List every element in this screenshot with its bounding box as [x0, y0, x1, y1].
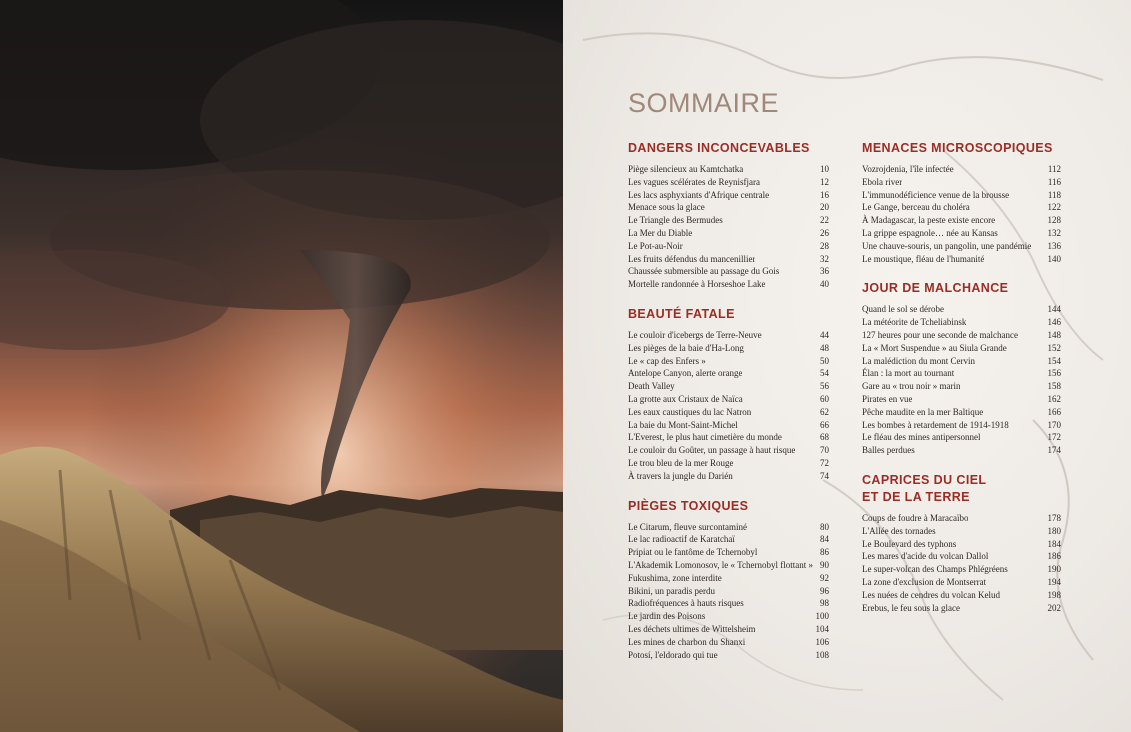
contents-section — [862, 472, 1061, 614]
toc-entry-title: Menace sous la glace — [628, 202, 705, 213]
toc-entry-title: Radiofréquences à hauts risques — [628, 598, 744, 609]
toc-entry-title: Mortelle randonnée à Horseshoe Lake — [628, 279, 766, 290]
toc-entry-title: Les nuées de cendres du volcan Kelud — [862, 589, 1000, 600]
toc-entry-page: 68 — [820, 432, 829, 443]
toc-entry-title: La zone d'exclusion de Montserrat — [862, 576, 987, 587]
toc-entry-page: 74 — [820, 470, 829, 481]
toc-entry[interactable] — [628, 176, 829, 189]
toc-entry-title: La grotte aux Cristaux de Naïca — [628, 393, 743, 404]
toc-entry-page: 60 — [820, 393, 829, 404]
toc-entry-title: Le jardin des Poisons — [628, 611, 706, 622]
toc-entry-page: 190 — [1047, 564, 1061, 575]
toc-entry-title: Les lacs asphyxiants d'Afrique centrale — [628, 189, 770, 200]
section-title-line: DANGERS INCONCEVABLES — [628, 141, 810, 155]
toc-entry[interactable] — [862, 316, 1061, 329]
toc-entry-page: 156 — [1047, 368, 1061, 379]
toc-entry[interactable] — [862, 589, 1061, 602]
toc-entry-page: 146 — [1047, 317, 1061, 328]
toc-entry-page: 158 — [1047, 381, 1061, 392]
toc-entry-page: 20 — [820, 202, 829, 213]
toc-entry-page: 118 — [1047, 189, 1061, 200]
toc-entry-page: 84 — [820, 534, 829, 545]
toc-entry-page: 116 — [1047, 176, 1061, 187]
contents-section — [862, 140, 1061, 265]
toc-entry-page: 184 — [1047, 538, 1061, 549]
toc-entry-page: 12 — [820, 176, 829, 187]
toc-entry[interactable] — [628, 521, 829, 534]
toc-entry[interactable] — [862, 253, 1061, 266]
toc-entry-page: 32 — [820, 253, 829, 264]
toc-entry-title: Quand le sol se dérobe — [862, 304, 944, 315]
toc-entry[interactable] — [862, 431, 1061, 444]
toc-entry[interactable] — [862, 444, 1061, 457]
toc-entry-title: Le moustique, fléau de l'humanité — [862, 253, 985, 264]
toc-entry[interactable] — [628, 444, 829, 457]
toc-entry[interactable] — [628, 380, 829, 393]
toc-entry-title: Le Triangle des Bermudes — [628, 215, 723, 226]
toc-entry[interactable] — [628, 533, 829, 546]
toc-entry[interactable] — [862, 406, 1061, 419]
toc-entry-page: 132 — [1047, 227, 1061, 238]
toc-entry[interactable] — [862, 240, 1061, 253]
toc-entry-title: Le Boulevard des typhons — [862, 538, 957, 549]
toc-entry-title: Coups de foudre à Maracaïbo — [862, 512, 969, 523]
toc-entry-title: Les vagues scélérates de Reynisfjara — [628, 176, 760, 187]
toc-entry-title: À travers la jungle du Darién — [628, 470, 733, 481]
toc-entry-title: Le couloir d'icebergs de Terre-Neuve — [628, 329, 762, 340]
contents-page — [563, 0, 1131, 732]
toc-entry[interactable] — [862, 419, 1061, 432]
toc-entry-page: 112 — [1047, 164, 1061, 174]
toc-entry[interactable] — [628, 278, 829, 291]
toc-entry-title: Les fruits défendus du mancenillier — [628, 253, 756, 264]
toc-entry[interactable] — [862, 355, 1061, 368]
toc-entry[interactable] — [628, 163, 829, 176]
toc-entry[interactable] — [628, 342, 829, 355]
toc-entry-title: Le fléau des mines antipersonnel — [862, 432, 981, 443]
toc-entry[interactable] — [862, 163, 1061, 176]
toc-entry-title: Chaussée submersible au passage du Gois — [628, 266, 780, 277]
toc-entry-page: 40 — [820, 279, 829, 290]
toc-entry-title: Le super-volcan des Champs Phlégréens — [862, 564, 1008, 575]
toc-entry-page: 56 — [820, 381, 829, 392]
toc-entry-page: 180 — [1047, 525, 1061, 536]
toc-entry[interactable] — [628, 367, 829, 380]
toc-entry-page: 178 — [1047, 512, 1061, 523]
toc-entry[interactable] — [628, 559, 829, 572]
toc-entry-title: Le lac radioactif de Karatchaï — [628, 534, 735, 545]
toc-entry[interactable] — [628, 572, 829, 585]
toc-entry[interactable] — [862, 367, 1061, 380]
toc-entry[interactable] — [862, 214, 1061, 227]
toc-entry-title: Élan : la mort au tournant — [862, 368, 955, 379]
section-title — [862, 140, 1061, 157]
toc-entry-title: 127 heures pour une seconde de malchance — [862, 329, 1018, 340]
toc-entry-page: 92 — [820, 572, 829, 583]
toc-entry-title: Fukushima, zone interdite — [628, 572, 722, 583]
toc-entry-title: Les mines de charbon du Shanxi — [628, 636, 746, 647]
toc-entry-title: Le couloir du Goûter, un passage à haut risque — [628, 445, 796, 456]
toc-entry[interactable] — [862, 227, 1061, 240]
toc-entry-title: Le Gange, berceau du choléra — [862, 202, 970, 213]
contents-column-right — [862, 140, 1061, 629]
toc-entry-title: Les mares d'acide du volcan Dallol — [862, 551, 989, 562]
toc-entry-title: Les pièges de la baie d'Ha-Long — [628, 342, 744, 353]
section-title-line: ET DE LA TERRE — [862, 489, 970, 504]
contents-section — [628, 140, 829, 291]
toc-entry-title: Vozrojdenia, l'île infectée — [862, 164, 954, 174]
toc-entry-title: La météorite de Tcheliabinsk — [862, 317, 967, 328]
toc-entry-title: Potosí, l'eldorado qui tue — [628, 649, 718, 660]
toc-entry[interactable] — [862, 342, 1061, 355]
toc-entry-page: 104 — [815, 623, 829, 634]
toc-entry-page: 62 — [820, 406, 829, 417]
toc-entry[interactable] — [862, 525, 1061, 538]
section-title — [862, 280, 1061, 297]
toc-entry[interactable] — [628, 201, 829, 214]
toc-entry-title: Les bombes à retardement de 1914-1918 — [862, 419, 1009, 430]
toc-entry-title: Gare au « trou noir » marin — [862, 381, 961, 392]
toc-entry[interactable] — [862, 380, 1061, 393]
tornado-illustration — [0, 0, 563, 732]
toc-entry[interactable] — [628, 189, 829, 202]
tornado-photo — [0, 0, 563, 732]
toc-entry-title: La malédiction du mont Cervin — [862, 355, 975, 366]
toc-entry-page: 66 — [820, 419, 829, 430]
toc-entry-title: Erebus, le feu sous la glace — [862, 602, 960, 613]
toc-entry-page: 172 — [1047, 432, 1061, 443]
section-title — [628, 498, 829, 515]
contents-column-left — [628, 140, 829, 676]
toc-entry[interactable] — [628, 636, 829, 649]
toc-entry[interactable] — [862, 563, 1061, 576]
section-title — [628, 306, 829, 323]
toc-entry-page: 54 — [820, 368, 829, 379]
toc-entry-page: 194 — [1047, 576, 1061, 587]
toc-entry-page: 170 — [1047, 419, 1061, 430]
toc-entry-title: Les eaux caustiques du lac Natron — [628, 406, 752, 417]
toc-entry-title: Le Citarum, fleuve surcontaminé — [628, 521, 747, 532]
toc-entry-page: 50 — [820, 355, 829, 366]
toc-entry-page: 174 — [1047, 445, 1061, 456]
toc-entry[interactable] — [628, 470, 829, 483]
toc-entry-page: 140 — [1047, 253, 1061, 264]
section-title-line: JOUR DE MALCHANCE — [862, 281, 1009, 296]
toc-entry-page: 154 — [1047, 355, 1061, 366]
toc-entry-title: Ebola river — [862, 176, 903, 187]
toc-entry-page: 90 — [820, 559, 829, 570]
toc-entry-page: 186 — [1047, 551, 1061, 562]
section-title-line: BEAUTÉ FATALE — [628, 306, 735, 321]
toc-entry[interactable] — [628, 253, 829, 266]
toc-entry-title: La « Mort Suspendue » au Siula Grande — [862, 342, 1007, 353]
toc-entry-page: 26 — [820, 227, 829, 238]
toc-entry[interactable] — [628, 546, 829, 559]
toc-entry-page: 128 — [1047, 215, 1061, 226]
toc-entry[interactable] — [862, 176, 1061, 189]
toc-entry-page: 202 — [1047, 602, 1061, 613]
toc-entry[interactable] — [628, 610, 829, 623]
toc-entry-title: Une chauve-souris, un pangolin, une pandémie — [862, 240, 1032, 251]
toc-entry-title: Balles perdues — [862, 445, 915, 456]
toc-entry-title: La Mer du Diable — [628, 227, 693, 238]
toc-entry[interactable] — [628, 329, 829, 342]
toc-entry-title: Death Valley — [628, 381, 675, 392]
toc-entry-page: 22 — [820, 215, 829, 226]
toc-entry-page: 72 — [820, 457, 829, 468]
toc-entry[interactable] — [862, 189, 1061, 202]
toc-entry-page: 122 — [1047, 202, 1061, 213]
toc-entry-title: La grippe espagnole… née au Kansas — [862, 227, 998, 238]
toc-entry-title: L'immunodéficience venue de la brousse — [862, 189, 1010, 200]
toc-entry[interactable] — [862, 602, 1061, 615]
toc-entry[interactable] — [628, 597, 829, 610]
toc-entry-title: Les déchets ultimes de Wittelsheim — [628, 623, 756, 634]
contents-section — [628, 498, 829, 662]
toc-entry[interactable] — [862, 576, 1061, 589]
toc-entry-title: À Madagascar, la peste existe encore — [862, 215, 996, 226]
toc-entry-page: 108 — [815, 649, 829, 660]
toc-entry[interactable] — [628, 457, 829, 470]
toc-entry-page: 48 — [820, 342, 829, 353]
toc-entry-title: Piège silencieux au Kamtchatka — [628, 164, 744, 174]
toc-entry-title: L'Allée des tornades — [862, 525, 936, 536]
toc-entry-page: 80 — [820, 521, 829, 532]
section-title — [628, 140, 829, 157]
section-title-line: CAPRICES DU CIEL — [862, 472, 987, 487]
toc-entry-page: 106 — [815, 636, 829, 647]
section-title-line: PIÈGES TOXIQUES — [628, 498, 749, 513]
toc-entry[interactable] — [628, 649, 829, 662]
toc-entry[interactable] — [628, 355, 829, 368]
toc-entry-page: 152 — [1047, 342, 1061, 353]
toc-entry[interactable] — [862, 550, 1061, 563]
toc-entry[interactable] — [862, 329, 1061, 342]
toc-entry[interactable] — [628, 240, 829, 253]
toc-entry-page: 28 — [820, 240, 829, 251]
toc-entry-title: Pirates en vue — [862, 393, 913, 404]
toc-entry-page: 144 — [1047, 304, 1061, 315]
section-title-line: MENACES MICROSCOPIQUES — [862, 141, 1053, 155]
toc-entry[interactable] — [862, 393, 1061, 406]
toc-entry[interactable] — [628, 623, 829, 636]
toc-entry-page: 162 — [1047, 393, 1061, 404]
page-title: SOMMAIRE — [628, 88, 780, 118]
toc-entry-page: 166 — [1047, 406, 1061, 417]
toc-entry[interactable] — [862, 201, 1061, 214]
toc-entry-page: 10 — [820, 164, 829, 174]
toc-entry-title: L'Akademik Lomonosov, le « Tchernobyl flottant » — [628, 559, 813, 570]
toc-entry-page: 70 — [820, 445, 829, 456]
toc-entry-page: 86 — [820, 547, 829, 558]
toc-entry-page: 96 — [820, 585, 829, 596]
toc-entry-page: 98 — [820, 598, 829, 609]
toc-entry-title: Le « cap des Enfers » — [628, 355, 706, 366]
toc-entry-page: 136 — [1047, 240, 1061, 251]
toc-entry[interactable] — [862, 538, 1061, 551]
toc-entry-title: L'Everest, le plus haut cimetière du monde — [628, 432, 782, 443]
section-title — [862, 472, 1061, 506]
toc-entry-page: 16 — [820, 189, 829, 200]
toc-entry[interactable] — [628, 393, 829, 406]
toc-entry[interactable] — [628, 431, 829, 444]
toc-entry-page: 44 — [820, 329, 829, 340]
toc-entry[interactable] — [628, 585, 829, 598]
toc-entry[interactable] — [862, 512, 1061, 525]
contents-section — [862, 280, 1061, 457]
toc-entry-title: Le Pot-au-Noir — [628, 240, 683, 251]
toc-entry-page: 36 — [820, 266, 829, 277]
toc-entry-title: Pêche maudite en la mer Baltique — [862, 406, 984, 417]
toc-entry-title: Bikini, un paradis perdu — [628, 585, 715, 596]
toc-entry-title: Antelope Canyon, alerte orange — [628, 368, 743, 379]
contents-section — [628, 306, 829, 483]
toc-entry-title: Le trou bleu de la mer Rouge — [628, 457, 734, 468]
toc-entry-page: 198 — [1047, 589, 1061, 600]
toc-entry[interactable] — [628, 419, 829, 432]
toc-entry-title: La baie du Mont-Saint-Michel — [628, 419, 738, 430]
toc-entry-title: Pripiat ou le fantôme de Tchernobyl — [628, 547, 758, 558]
toc-entry[interactable] — [862, 303, 1061, 316]
toc-entry-page: 100 — [815, 611, 829, 622]
toc-entry[interactable] — [628, 406, 829, 419]
toc-entry[interactable] — [628, 227, 829, 240]
toc-entry[interactable] — [628, 214, 829, 227]
toc-entry[interactable] — [628, 265, 829, 278]
toc-entry-page: 148 — [1047, 329, 1061, 340]
